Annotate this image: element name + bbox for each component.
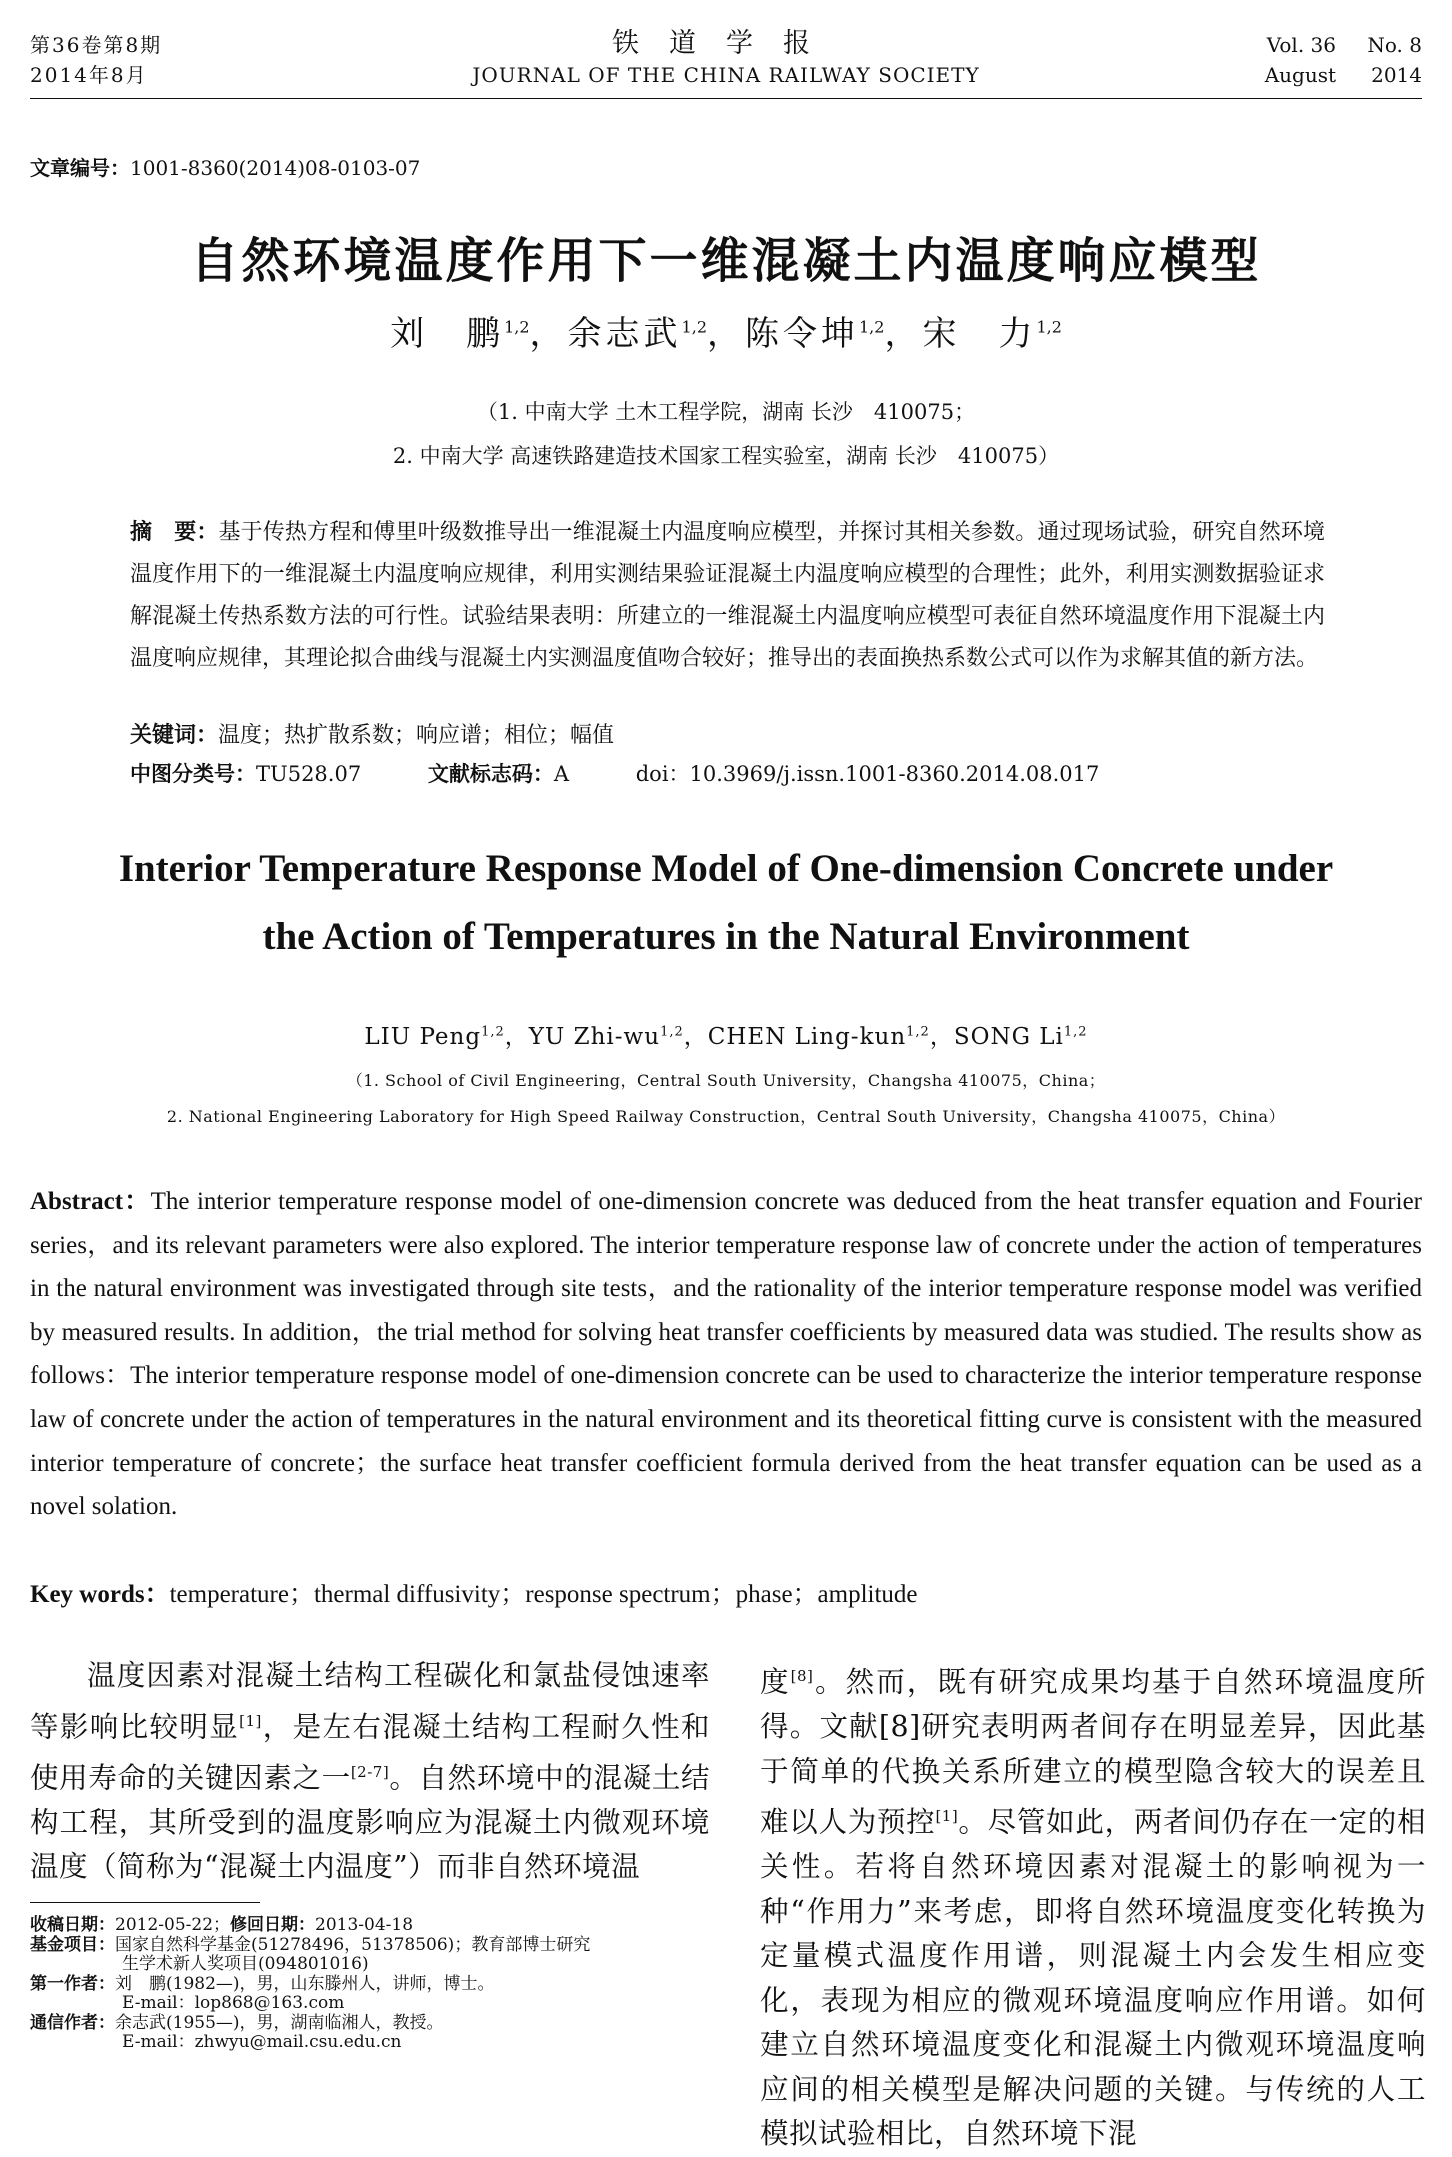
author-en: CHEN Ling-kun$^{1,2}$， [707,1024,954,1050]
footnote-fund: 基金项目： 国家自然科学基金(51278496，51378506)；教育部博士研究 [30,1934,591,1955]
abstract-en [30,1180,1422,1529]
citation: [1] [239,1711,262,1730]
footnote-rule [30,1902,260,1903]
affiliation-en-1: （1. School of Civil Engineering，Central South University，Changsha 410075，China； [346,1071,1106,1090]
footnote-first-email: E-mail：lop868@163.com [122,1993,345,2013]
footnote [30,1916,730,2053]
clc-label: 中图分类号： [130,762,256,786]
author-cn: 宋 力$^{1,2}$ [922,314,1062,354]
footnote-dates: 收稿日期： 2012-05-22； 修回日期： 2013-04-18 [30,1915,414,1935]
volume-en: Vol. 36 [1266,33,1336,57]
article-number [30,152,420,181]
body-column-left: 温度因素对混凝土结构工程碳化和氯盐侵蚀速率等影响比较明显[1]，是左右混凝土结构工程耐久性和使用寿命的关键因素之一[2-7]。自然环境中的混凝土结构工程，其所受到的温度影响应为混凝土内微观环境温度（简称为“混凝土内温度”）而非自然环境温 [30,1659,710,1883]
title-en-line-1: Interior Temperature Response Model of One-dimension Concrete under [118,847,1334,890]
doi: doi：10.3969/j.issn.1001-8360.2014.08.017 [635,762,1100,786]
affiliation-cn-2: 2. 中南大学 高速铁路建造技术国家工程实验室，湖南 长沙 410075） [392,444,1060,468]
clc-number [130,762,361,786]
citation: [8] [790,1667,814,1685]
author-en: LIU Peng$^{1,2}$， [364,1024,529,1050]
document-code-value: A [553,762,570,786]
volume-info-en [1240,30,1336,90]
body-column-right: 度[8]。然而，既有研究成果均基于自然环境温度所得。文献[8]研究表明两者间存在明显差异，因此基于简单的代换关系所建立的模型隐含较大的误差且难以人为预控[1]。尽管如此，两者间仍存在一定的相关性。若将自然环境因素对混凝土的影响视为一种“作用力”来考虑，即将自然环境温度变化转换为定量模式温度作用谱，则混凝土内会发生相应变化，表现为相应的微观环境温度响应作用谱。如何建立自然环境温度变化和混凝土内微观环境温度响应间的相关模型是解决问题的关键。与传统的人工模拟试验相比，自然环境下混 [760,1665,1426,2150]
abstract-en-label: Abstract： [30,1188,151,1215]
year-en: 2014 [1371,63,1422,87]
abstract-cn [130,512,1325,680]
document-code-label: 文献标志码： [427,762,554,786]
document-code [428,762,569,786]
affiliation-en-2: 2. National Engineering Laboratory for High Speed Railway Construction，Central South University，Changsha 410075，China） [166,1107,1286,1126]
journal-name-cn: 铁道学报 [612,28,840,59]
abstract-cn-label: 摘 要： [130,520,219,545]
volume-issue-cn: 第36卷第8期 [30,33,163,57]
title-en-line-2: the Action of Temperatures in the Natural Environment [262,915,1190,958]
footnote-corresponding-author: 通信作者： 余志武(1955—)，男，湖南临湘人，教授。 [30,2012,444,2033]
author-cn: 刘 鹏$^{1,2}$， [390,314,568,354]
clc-value: TU528.07 [256,762,362,786]
month-en: August [1264,63,1336,87]
authors-cn [0,306,1452,355]
header-rule [30,98,1422,99]
number-en: No. 8 [1367,33,1422,57]
keywords-cn [130,718,614,749]
affiliation-cn-1: （1. 中南大学 土木工程学院，湖南 长沙 410075； [476,400,976,424]
issue-info-en [1346,30,1422,90]
classification-line [130,758,1159,788]
article-number-value: 1001-8360(2014)08-0103-07 [130,156,421,180]
journal-name-en: JOURNAL OF THE CHINA RAILWAY SOCIETY [472,63,980,87]
author-en: YU Zhi-wu$^{1,2}$， [528,1024,708,1050]
abstract-en-text: The interior temperature response model of one-dimension concrete was deduced from the heat transfer equation and Fourier series，and its relevant parameters were also explored. The interior temperature response law of concrete under the action of temperatures in the natural environment was investigated through site tests，and the rationality of the interior temperature response model was verified by measured results. In addition，the trial method for solving heat transfer coefficients by measured data was studied. The results show as follows：The interior temperature response model of one-dimension concrete can be used to characterize the interior temperature response law of concrete under the action of temperatures in the natural environment and its theoretical fitting curve is consistent with the measured interior temperature of concrete；the surface heat transfer coefficient formula derived from the heat transfer equation can be used as a novel solation. [30,1188,1422,1521]
author-en: SONG Li$^{1,2}$ [953,1024,1088,1050]
citation: [1] [935,1807,959,1825]
keywords-en-text: temperature；thermal diffusivity；response spectrum；phase；amplitude [169,1581,918,1608]
journal-name [0,28,1452,90]
footnote-first-author: 第一作者： 刘 鹏(1982—)，男，山东滕州人，讲师，博士。 [30,1973,495,1994]
author-cn: 余志武$^{1,2}$， [567,314,745,354]
authors-en [0,1018,1452,1051]
citation: [2-7] [350,1762,390,1781]
keywords-cn-label: 关键词： [130,723,219,748]
keywords-cn-text: 温度；热扩散系数；响应谱；相位；幅值 [218,723,615,748]
date-cn: 2014年8月 [30,63,148,87]
article-number-label: 文章编号： [30,156,130,180]
footnote-corresponding-email: E-mail：zhwyu@mail.csu.edu.cn [122,2032,402,2052]
keywords-en-label: Key words： [30,1581,170,1608]
title-cn: 自然环境温度作用下一维混凝土内温度响应模型 [190,233,1262,289]
abstract-cn-text: 基于传热方程和傅里叶级数推导出一维混凝土内温度响应模型，并探讨其相关参数。通过现场试验，研究自然环境温度作用下的一维混凝土内温度响应规律，利用实测结果验证混凝土内温度响应模型的合理性；此外，利用实测数据验证求解混凝土传热系数方法的可行性。试验结果表明：所建立的一维混凝土内温度响应模型可表征自然环境温度作用下混凝土内温度响应规律，其理论拟合曲线与混凝土内实测温度值吻合较好；推导出的表面换热系数公式可以作为求解其值的新方法。 [130,520,1325,671]
keywords-en [30,1574,918,1610]
author-cn: 陈令坤$^{1,2}$， [745,314,923,354]
footnote-fund-cont: 生学术新人奖项目(094801016) [122,1954,369,1974]
